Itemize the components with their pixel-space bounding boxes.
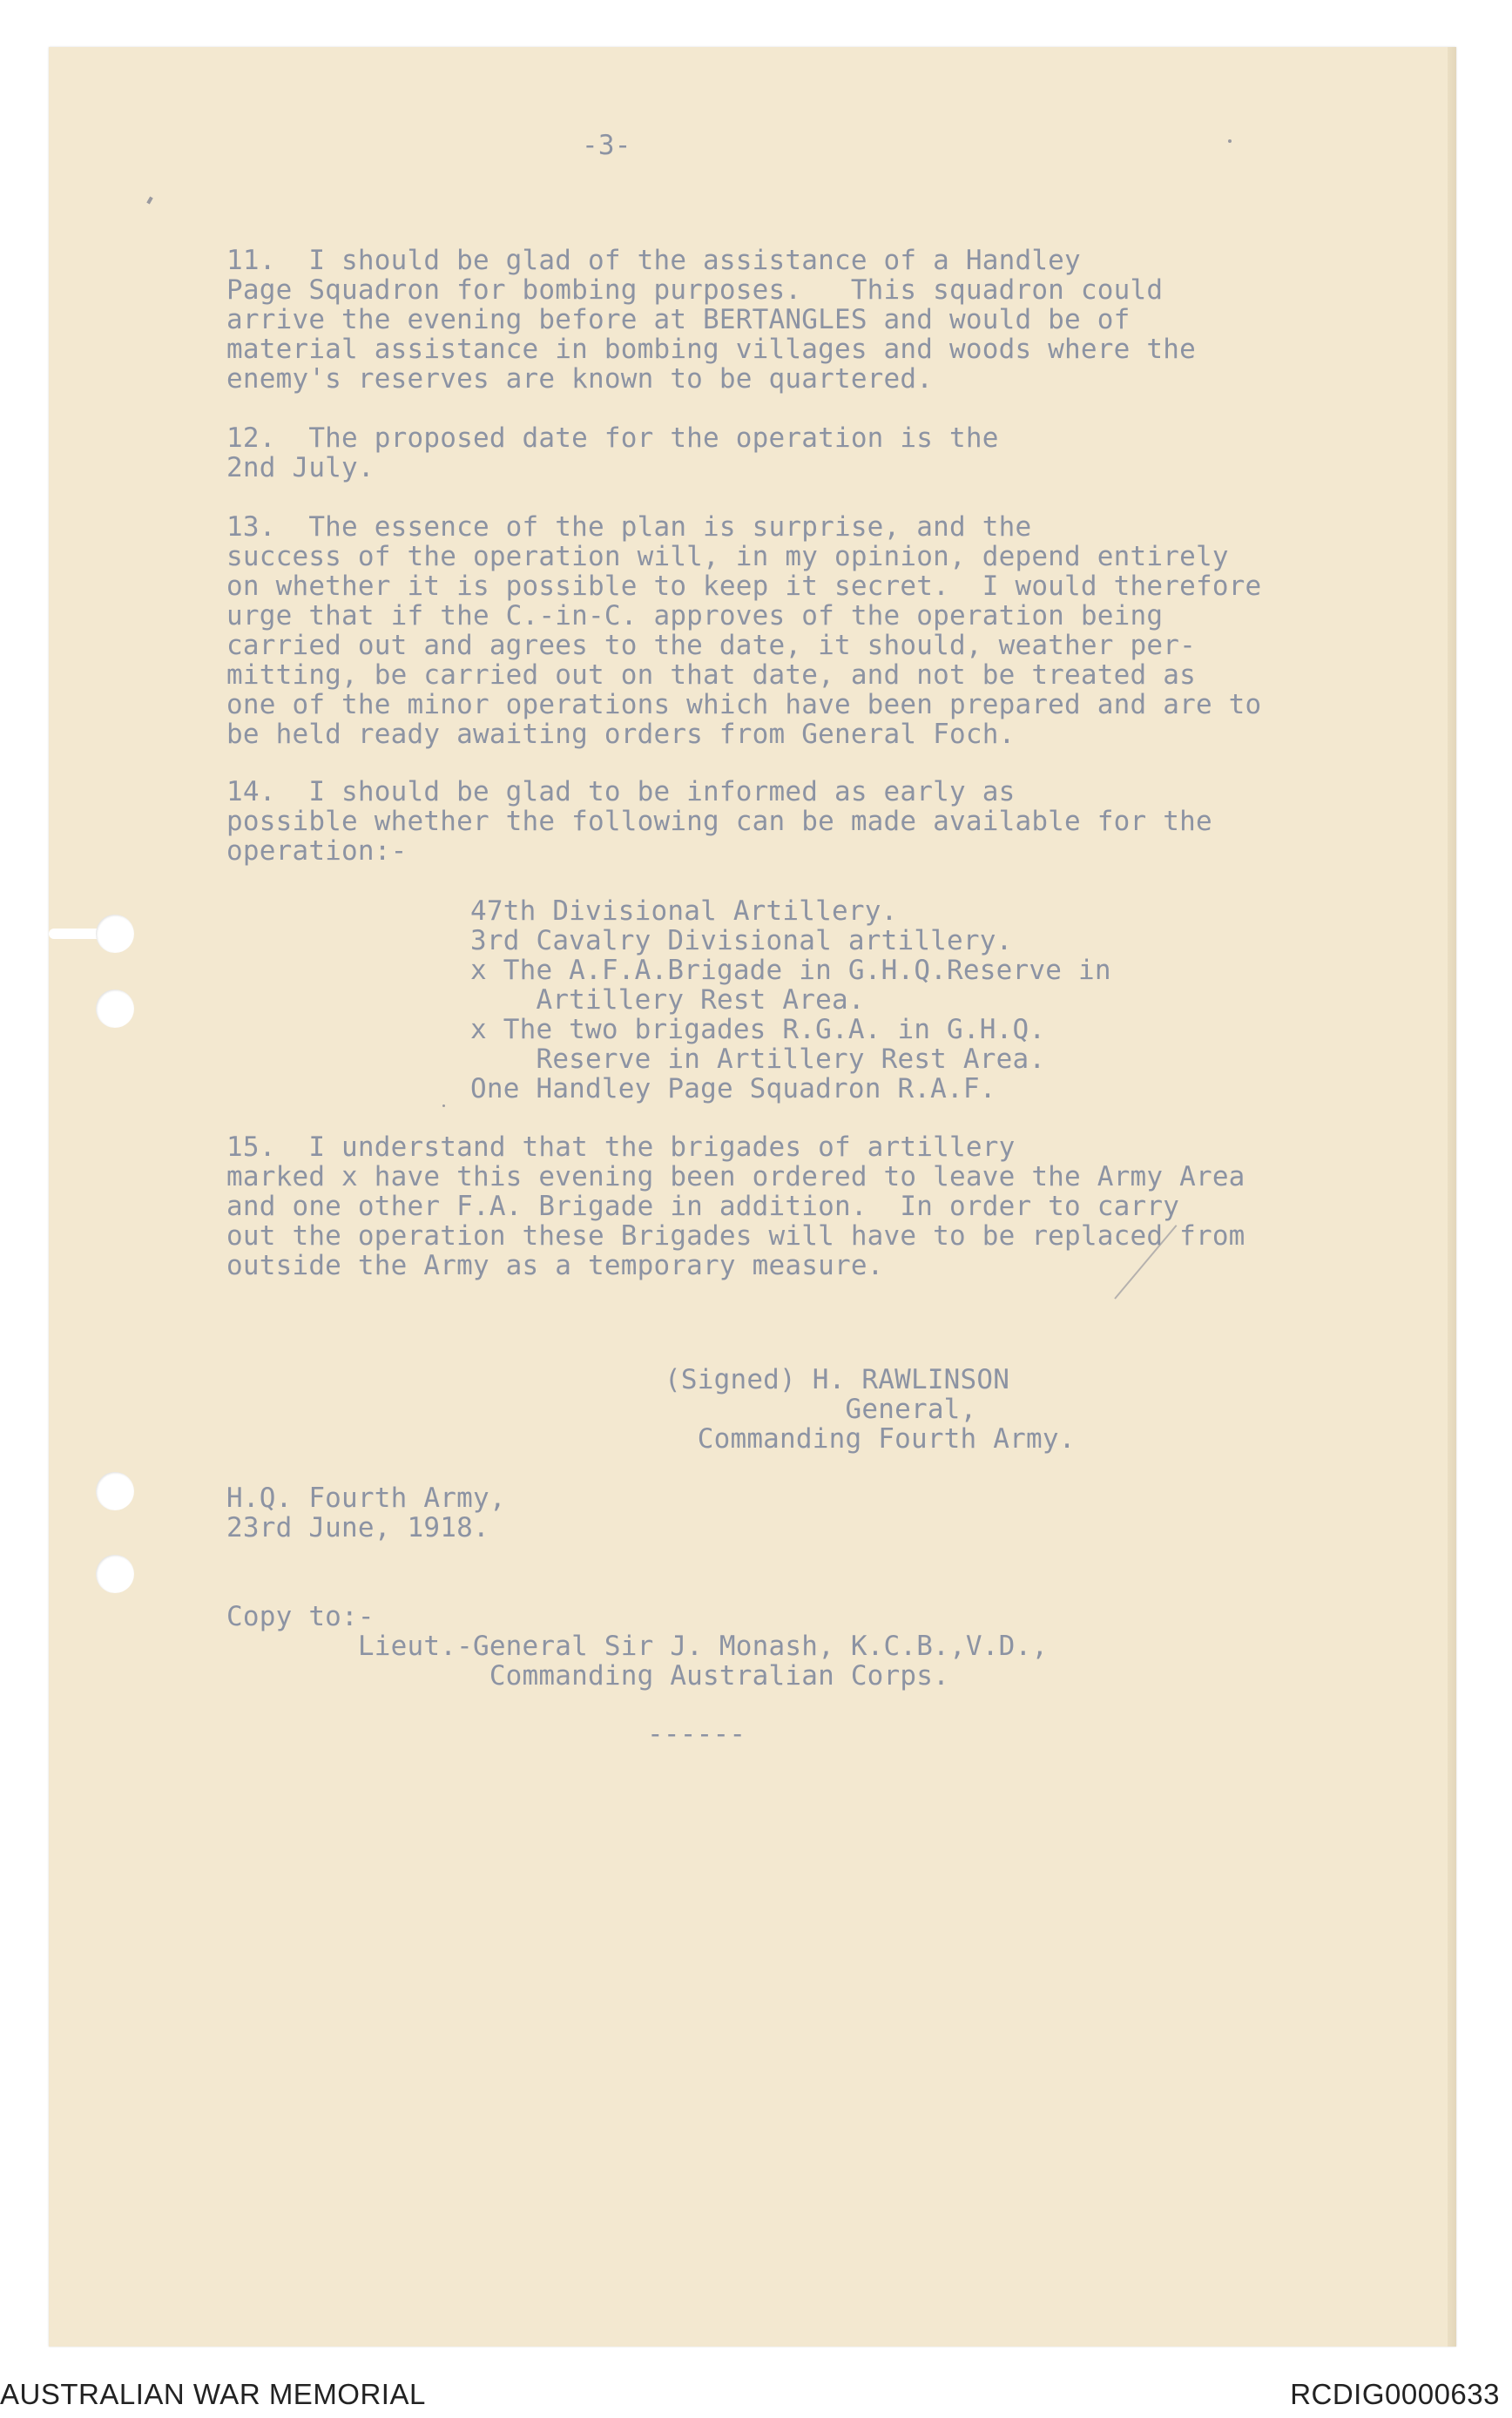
page-number: -3- <box>582 130 631 161</box>
punch-hole <box>96 915 134 953</box>
paragraph-13: 13. The essence of the plan is surprise, and the success of the operation will, in my opinion, depend entirely on whether it is possible to keep it secret. I would therefore urge that if the C.-in-C. approves of the operation being carried out and agrees to the date, it should, weather per- mitting, be carried out on that date, and not be treated as one of the minor operations which have been prepared and are to be held ready awaiting orders from General Foch. <box>226 511 1262 750</box>
closing-rule: ------ <box>647 1719 746 1750</box>
paragraph-11: 11. I should be glad of the assistance of a Handley Page Squadron for bombing purposes. This squadron could arrive the evening before at BERTANGLES and would be of material assistance in bombing villages and woods where the enemy's reserves are known to be quartered. <box>226 245 1196 395</box>
ink-speck <box>1228 139 1232 143</box>
signature-block: (Signed) H. RAWLINSON General, Commanding Fourth Army. <box>665 1364 1076 1455</box>
footer-source: AUSTRALIAN WAR MEMORIAL <box>0 2378 426 2410</box>
paragraph-14: 14. I should be glad to be informed as early as possible whether the following can be made available for the operation:- <box>226 776 1212 867</box>
paragraph-15: 15. I understand that the brigades of artillery marked x have this evening been ordered to leave the Army Area and one other F.A. Brigade in addition. In order to carry out the operation these Brigades will have to be replaced from outside the Army as a temporary measure. <box>226 1131 1245 1281</box>
footer-id: RCDIG0000633 <box>1290 2378 1500 2410</box>
artillery-list: 47th Divisional Artillery. 3rd Cavalry Divisional artillery. x The A.F.A.Brigade in G.H.Q.Reserve in Artillery Rest Area. x The two brigades R.G.A. in G.H.Q. Reserve in Artillery Rest Area. One Handley Page Squadron R.A.F. <box>470 895 1111 1104</box>
location-date: H.Q. Fourth Army, 23rd June, 1918. <box>226 1483 506 1543</box>
punch-hole <box>96 1472 134 1510</box>
punch-hole <box>96 1555 134 1593</box>
paper-edge <box>1448 47 1456 2347</box>
punch-hole <box>96 989 134 1028</box>
ink-speck <box>442 1104 445 1107</box>
copy-to: Copy to:- Lieut.-General Sir J. Monash, K.C.B.,V.D., Commanding Australian Corps. <box>226 1601 1049 1692</box>
paragraph-12: 12. The proposed date for the operation is the 2nd July. <box>226 422 999 483</box>
